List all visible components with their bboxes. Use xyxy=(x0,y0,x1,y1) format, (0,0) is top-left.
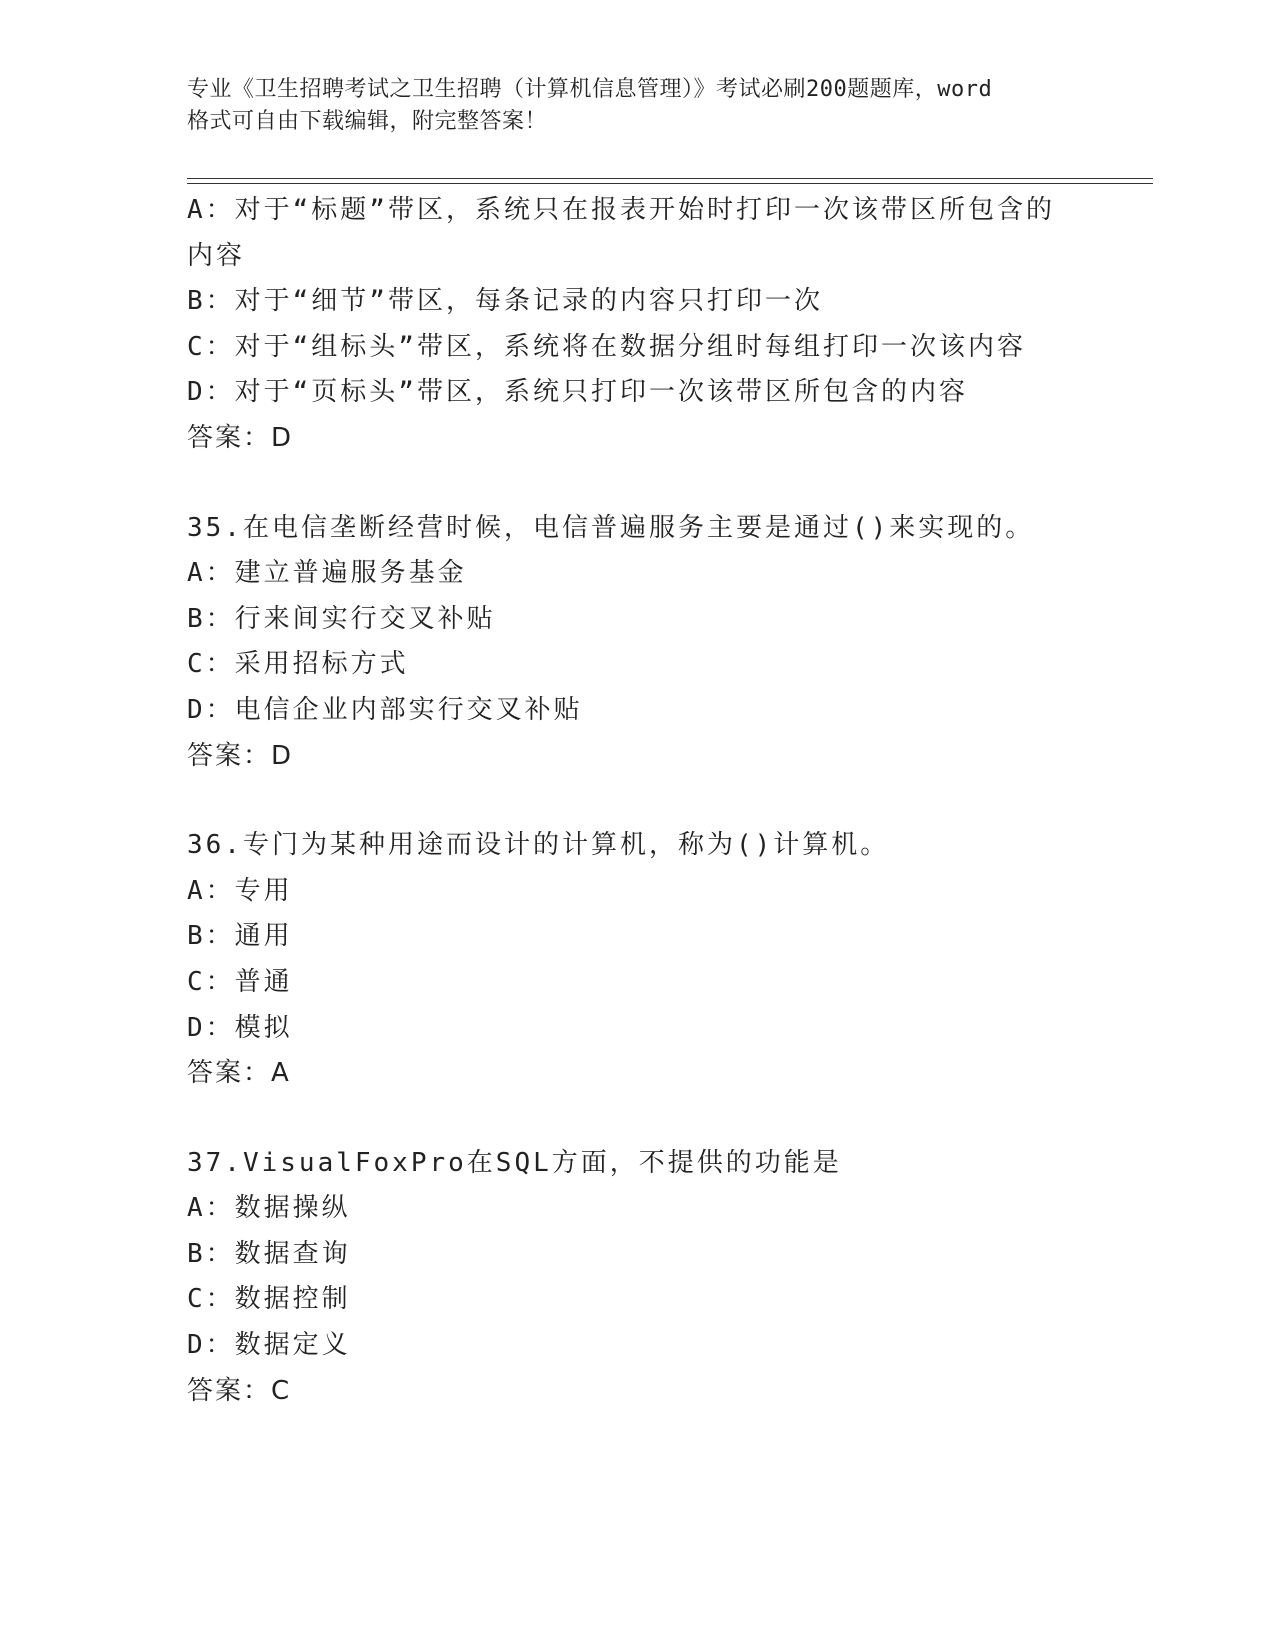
question-block xyxy=(187,506,1087,780)
header-line-2: 格式可自由下载编辑，附完整答案！ xyxy=(187,109,548,134)
question-stem: 35.在电信垄断经营时候，电信普遍服务主要是通过()来实现的。 xyxy=(187,512,1035,543)
question-stem: 36.专门为某种用途而设计的计算机，称为()计算机。 xyxy=(187,830,890,861)
option-c: C：对于“组标头”带区，系统将在数据分组时每组打印一次该内容 xyxy=(187,331,1026,362)
option-a: A：专用 xyxy=(187,875,293,906)
header-divider-bottom xyxy=(187,183,1153,184)
option-d: D：模拟 xyxy=(187,1012,293,1043)
option-b: B：对于“细节”带区，每条记录的内容只打印一次 xyxy=(187,286,823,317)
option-c: C：数据控制 xyxy=(187,1284,351,1315)
option-c: C：采用招标方式 xyxy=(187,649,409,680)
question-block xyxy=(187,188,1087,462)
header-line-1: 专业《卫生招聘考试之卫生招聘（计算机信息管理）》考试必刷200题题库，word xyxy=(187,77,993,102)
option-a: A：建立普遍服务基金 xyxy=(187,558,467,589)
option-d: D：电信企业内部实行交叉补贴 xyxy=(187,694,583,725)
question-block xyxy=(187,1141,1087,1415)
option-c: C：普通 xyxy=(187,966,293,997)
option-a: A：对于“标题”带区，系统只在报表开始时打印一次该带区所包含的 xyxy=(187,195,1055,225)
option-d: D：数据定义 xyxy=(187,1330,351,1361)
document-header xyxy=(187,74,1087,138)
option-a: A：数据操纵 xyxy=(187,1193,351,1224)
option-d: D：对于“页标头”带区，系统只打印一次该带区所包含的内容 xyxy=(187,377,968,408)
option-a-continuation: 内容 xyxy=(187,240,246,271)
answer: 答案：C xyxy=(187,1375,292,1406)
option-b: B：行来间实行交叉补贴 xyxy=(187,603,496,634)
question-list xyxy=(187,188,1087,1414)
answer: 答案：D xyxy=(187,422,294,453)
answer: 答案：A xyxy=(187,1058,291,1089)
header-divider-top xyxy=(187,178,1153,179)
option-b: B：通用 xyxy=(187,921,293,952)
question-stem: 37.VisualFoxPro在SQL方面，不提供的功能是 xyxy=(187,1147,842,1178)
answer: 答案：D xyxy=(187,740,294,771)
option-b: B：数据查询 xyxy=(187,1238,351,1269)
question-block xyxy=(187,823,1087,1097)
